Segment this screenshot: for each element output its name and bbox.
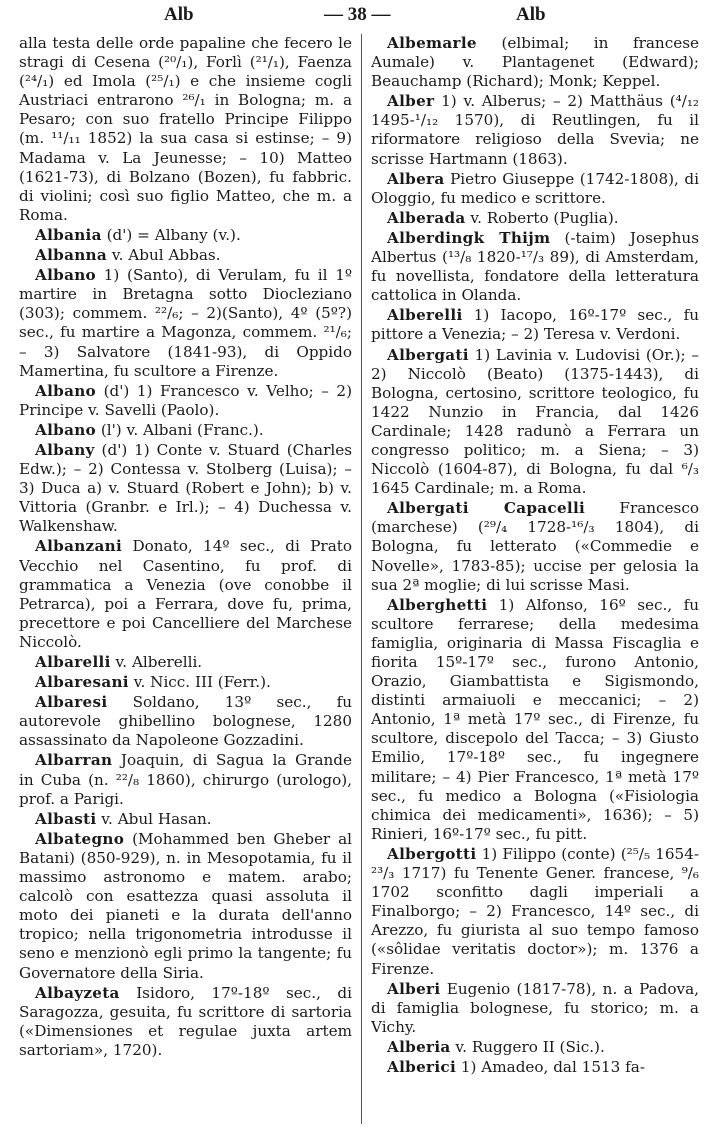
column-divider xyxy=(361,34,362,1124)
dictionary-entry xyxy=(371,34,699,91)
entry-text: alla testa delle orde papaline che fecero le stragi di Cesena (²⁰/₁), Forlì (²¹/₁), Faenza (²⁴/₁) ed Imola (²⁵/₁) e che insieme cogli Austriaci entrarono ²⁶/₁ in Bologna; m. a Pesaro; con suo fratello Principe Filippo (m. ¹¹/₁₁ 1852) la sua casa si estinse; – 9) Madama v. La Jeunesse; – 10) Matteo (1621-73), di Bolzano (Bozen), fu fabbric. di violini; così suo figlio Matteo, che m. a Roma. xyxy=(19,34,352,224)
entry-headword: Alberi xyxy=(387,979,441,998)
entry-text: (Mohammed ben Gheber al Batani) (850-929), n. in Mesopotamia, fu il massimo astronomo e matem. arabo; calcolò con esattezza quasi assoluta il moto dei pianeti e la durata dell'anno tropico; nella trigonometria introdusse il seno e menzionò egli primo la tangente; fu Governatore della Siria. xyxy=(19,829,352,982)
entry-text: (elbimal; in francese Aumale) v. Plantagenet (Edward); Beauchamp (Richard); Monk; Keppel. xyxy=(371,34,699,91)
page-number: — 38 — xyxy=(324,4,391,25)
entry-headword: Albano xyxy=(35,381,96,400)
dictionary-entry xyxy=(19,693,352,750)
dictionary-entry xyxy=(371,92,699,168)
entry-headword: Albategno xyxy=(35,829,125,848)
dictionary-entry xyxy=(19,984,352,1060)
entry-headword: Albany xyxy=(35,440,95,459)
entry-headword: Albarelli xyxy=(35,653,111,671)
entry-text: v. Alberelli. xyxy=(115,653,203,671)
entry-text: Pietro Giuseppe (1742-1808), di Ologgio, fu medico e scrittore. xyxy=(371,169,699,207)
entry-headword: Alberelli xyxy=(387,306,463,325)
dictionary-entry xyxy=(371,229,699,305)
entry-text: Soldano, 13º sec., fu autorevole ghibellino bolognese, 1280 assassinato da Napoleone Gozzadini. xyxy=(19,693,352,750)
entry-headword: Albarran xyxy=(35,751,113,770)
entry-text: v. Abul Hasan. xyxy=(101,809,212,828)
dictionary-entry xyxy=(19,246,352,265)
dictionary-entry xyxy=(19,830,352,983)
entry-headword: Albemarle xyxy=(387,34,477,52)
entry-text: 1) v. Alberus; – 2) Matthäus (⁴/₁₂ 1495-¹/₁₂ 1570), di Reutlingen, fu il riformatore religioso della Svevia; ne scrisse Hartmann (1863). xyxy=(371,92,699,168)
entry-text: v. Nicc. III (Ferr.). xyxy=(133,673,271,692)
entry-text: (d') 1) Conte v. Stuard (Charles Edw.); – 2) Contessa v. Stolberg (Luisa); – 3) Duca a) v. Stuard (Robert e John); b) v. Vittoria (Granbr. e Irl.); – 4) Duchessa v. Walkenshaw. xyxy=(19,440,352,536)
entry-text: 1) Iacopo, 16º-17º sec., fu pittore a Venezia; – 2) Teresa v. Verdoni. xyxy=(371,306,699,344)
entry-text: 1) Filippo (conte) (²⁵/₅ 1654-²³/₃ 1717) fu Tenente Gener. francese, ⁹/₆ 1702 sconfitto dagli imperiali a Finalborgo; – 2) Francesco, 14º sec., di Arezzo, fu giurista al suo tempo famoso («sôlidae veritatis doctor»); m. 1376 a Firenze. xyxy=(371,844,699,978)
entry-text: (l') v. Albani (Franc.). xyxy=(100,420,264,439)
entry-text: Francesco (marchese) (²⁹/₄ 1728-¹⁶/₃ 1804), di Bologna, fu letterato («Commedie e Novelle», 1783-85); uccise per gelosia la sua 2ª moglie; di lui scrisse Masi. xyxy=(371,499,699,594)
header-left-guideword: Alb xyxy=(164,4,194,25)
dictionary-entry xyxy=(19,673,352,692)
dictionary-entry xyxy=(19,537,352,652)
right-column xyxy=(371,34,699,1129)
entry-headword: Alber xyxy=(387,92,435,111)
dictionary-entry xyxy=(371,596,699,844)
dictionary-entry xyxy=(371,980,699,1037)
dictionary-entry xyxy=(371,1058,699,1077)
entry-headword: Albergotti xyxy=(387,844,477,863)
entry-headword: Albania xyxy=(35,225,102,244)
dictionary-entry xyxy=(19,441,352,536)
entry-text: v. Abul Abbas. xyxy=(111,246,221,265)
entry-headword: Albayzeta xyxy=(35,983,120,1002)
entry-text: 1) Lavinia v. Ludovisi (Or.); – 2) Niccolò (Beato) (1375-1443), di Bologna, certosino, scrittore teologico, fu 1422 Nunzio in Francia, dal 1426 Cardinale; 1428 radunò a Ferrara un congresso politico; m. a Siena; – 3) Niccolò (1604-87), di Bologna, fu dal ⁶/₃ 1645 Cardinale; m. a Roma. xyxy=(371,345,699,498)
header-right-guideword: Alb xyxy=(516,4,546,25)
entry-text: Donato, 14º sec., di Prato Vecchio nel Casentino, fu prof. di grammatica a Venezia (ove conobbe il Petrarca), poi a Ferrara, dove fu, prima, precettore e poi Cancelliere del Marchese Niccolò. xyxy=(19,537,352,651)
entry-headword: Albano xyxy=(35,266,96,285)
dictionary-entry xyxy=(19,226,352,245)
left-column xyxy=(19,34,352,1129)
dictionary-entry xyxy=(19,382,352,420)
entry-headword: Albano xyxy=(35,420,96,439)
entry-text: 1) Amadeo, dal 1513 fa- xyxy=(460,1057,645,1076)
entry-headword: Alberia xyxy=(387,1037,451,1056)
dictionary-entry xyxy=(371,845,699,979)
entry-text: Joaquin, di Sagua la Grande in Cuba (n. ²²/₈ 1860), chirurgo (urologo), prof. a Parigi. xyxy=(19,751,352,808)
entry-headword: Albera xyxy=(387,169,445,188)
entry-headword: Alberada xyxy=(387,208,466,227)
entry-text: Eugenio (1817-78), n. a Padova, di famiglia bolognese, fu storico; m. a Vichy. xyxy=(371,979,699,1036)
entry-headword: Alberici xyxy=(387,1057,457,1076)
entry-text: 1) Alfonso, 16º sec., fu scultore ferrarese; della medesima famiglia, originaria di Massa Fiscaglia e fiorita 15º-17º sec., furono Antonio, Orazio, Giambattista e Sigismondo, distinti armaiuoli e meccanici; – 2) Antonio, 1ª metà 17º sec., di Firenze, fu scultore, discepolo del Tacca; – 3) Giusto Emilio, 17º-18º sec., fu ingegnere militare; – 4) Pier Francesco, 1ª metà 17º sec., fu medico a Bologna («Fisiologia chimica dei medicamenti», 1636); – 5) Rinieri, 16º-17º sec., fu pitt. xyxy=(371,595,699,843)
dictionary-entry xyxy=(371,170,699,208)
entry-headword: Alberdingk Thijm xyxy=(387,228,551,247)
dictionary-entry xyxy=(19,810,352,829)
entry-text: Isidoro, 17º-18º sec., di Saragozza, gesuita, fu scrittore di sartoria («Dimensiones et regulae juxta artem sartoriam», 1720). xyxy=(19,983,352,1059)
entry-text: 1) (Santo), di Verulam, fu il 1º martire in Bretagna sotto Diocleziano (303); commem. ²²/₆; – 2)(Santo), 4º (5º?) sec., fu martire a Magonza, commem. ²¹/₆; – 3) Salvatore (1841-93), di Oppido Mamertina, fu scultore a Firenze. xyxy=(19,266,352,380)
entry-headword: Albaresani xyxy=(35,673,129,692)
dictionary-entry xyxy=(19,421,352,440)
entry-headword: Albaresi xyxy=(35,693,108,712)
entry-text: v. Roberto (Puglia). xyxy=(470,208,619,227)
entry-text: (-taim) Josephus Albertus (¹³/₈ 1820-¹⁷/₃ 89), di Amsterdam, fu novellista, fondatore della letteratura cattolica in Olanda. xyxy=(371,228,699,305)
dictionary-entry xyxy=(19,34,352,225)
entry-text: (d') = Albany (v.). xyxy=(106,225,241,244)
entry-headword: Alberghetti xyxy=(387,595,488,614)
entry-headword: Albergati Capacelli xyxy=(387,499,586,518)
entry-headword: Albasti xyxy=(35,809,97,828)
page-header xyxy=(0,2,718,32)
dictionary-entry xyxy=(371,1038,699,1057)
entry-text: v. Ruggero II (Sic.). xyxy=(455,1037,605,1056)
dictionary-entry xyxy=(19,266,352,381)
dictionary-entry xyxy=(19,751,352,808)
dictionary-entry xyxy=(371,209,699,228)
entry-text: (d') 1) Francesco v. Velho; – 2) Principe v. Savelli (Paolo). xyxy=(19,381,352,419)
entry-headword: Albanna xyxy=(35,246,108,265)
entry-headword: Albanzani xyxy=(35,537,123,556)
dictionary-entry xyxy=(19,653,352,672)
dictionary-entry xyxy=(371,346,699,499)
dictionary-entry xyxy=(371,499,699,594)
entry-headword: Albergati xyxy=(387,345,469,364)
dictionary-entry xyxy=(371,306,699,344)
